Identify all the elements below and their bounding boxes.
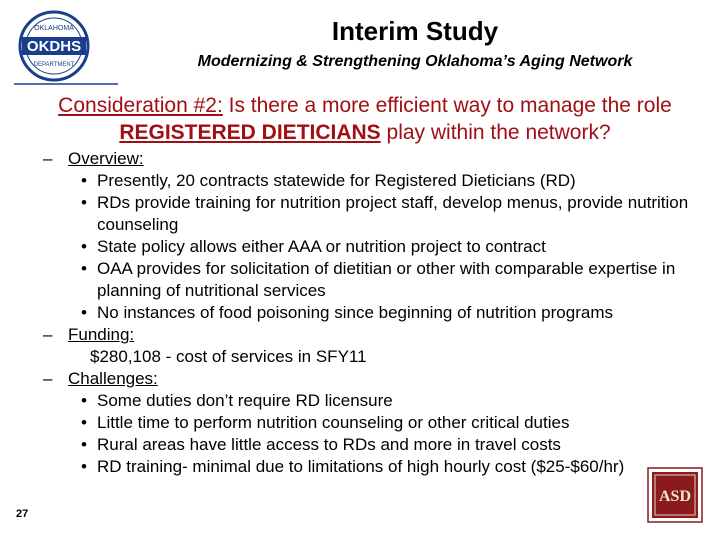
list-item: • No instances of food poisoning since beginning of nutrition programs bbox=[81, 303, 613, 322]
slide-title: Interim Study bbox=[331, 16, 499, 46]
svg-text:DEPARTMENT: DEPARTMENT bbox=[33, 62, 75, 68]
list-item: • Some duties don’t require RD licensure bbox=[81, 391, 393, 410]
asd-badge-logo bbox=[647, 467, 703, 523]
funding-heading: – Funding: bbox=[43, 325, 135, 344]
list-item: • OAA provides for solicitation of dietitian or other with comparable expertise in planning of nutritional services bbox=[81, 259, 676, 300]
overview-heading: – Overview: bbox=[43, 149, 144, 168]
list-item: • RDs provide training for nutrition project staff, develop menus, provide nutrition counseling bbox=[81, 193, 689, 234]
list-item: • State policy allows either AAA or nutrition project to contract bbox=[81, 237, 546, 256]
okdhs-logo bbox=[10, 8, 122, 88]
slide-body bbox=[0, 148, 720, 478]
slide-subtitle: Modernizing & Strengthening Oklahoma’s Aging Network bbox=[197, 53, 633, 70]
list-item: • Presently, 20 contracts statewide for Registered Dieticians (RD) bbox=[81, 171, 576, 190]
page-number: 27 bbox=[16, 508, 29, 520]
consideration-label: Consideration #2: bbox=[58, 94, 223, 117]
consideration-question: Consideration #2: Is there a more efficient way to manage the role REGISTERED DIETICIANS play within the network? bbox=[58, 94, 672, 144]
svg-text:OKLAHOMA: OKLAHOMA bbox=[34, 25, 74, 32]
list-item: • Little time to perform nutrition counseling or other critical duties bbox=[81, 413, 570, 432]
challenges-heading: – Challenges: bbox=[43, 369, 158, 388]
registered-dieticians-emphasis: REGISTERED DIETICIANS bbox=[119, 121, 381, 144]
svg-text:OKDHS: OKDHS bbox=[26, 38, 82, 55]
list-item: • Rural areas have little access to RDs and more in travel costs bbox=[81, 435, 561, 454]
list-item: • RD training- minimal due to limitations of high hourly cost ($25-$60/hr) bbox=[81, 457, 625, 476]
svg-text:ASD: ASD bbox=[658, 488, 692, 505]
funding-text: $280,108 - cost of services in SFY11 bbox=[90, 347, 367, 366]
